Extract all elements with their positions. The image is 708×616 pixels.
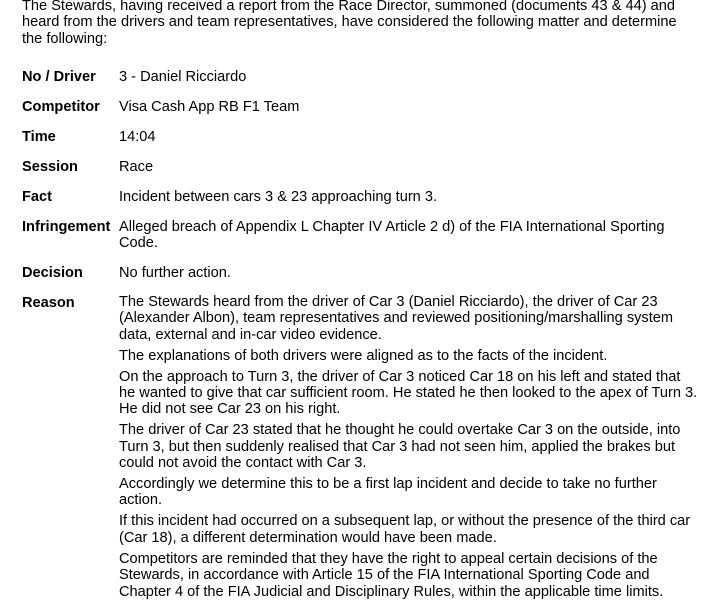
reason-paragraph: If this incident had occurred on a subsequent lap, or without the presence of the third car (Car 18), a different determination would have been made. xyxy=(119,513,691,546)
driver-label: No / Driver xyxy=(22,69,96,85)
session-value: Race xyxy=(119,159,154,175)
reason-label: Reason xyxy=(22,295,75,311)
driver-value: 3 - Daniel Ricciardo xyxy=(119,69,247,85)
reason-text xyxy=(119,294,699,604)
session-label: Session xyxy=(22,159,78,175)
decision-value: No further action. xyxy=(119,265,231,281)
competitor-value: Visa Cash App RB F1 Team xyxy=(119,99,300,115)
reason-paragraph: The driver of Car 23 stated that he thought he could overtake Car 3 on the outside, into Turn 3, but then suddenly realised that Car 3 had not seen him, applied the brakes but could not avoid the contact with Car 3. xyxy=(119,422,681,472)
reason-paragraph: On the approach to Turn 3, the driver of Car 3 noticed Car 18 on his left and stated that he wanted to give that car sufficient room. He stated he then looked to the apex of Turn 3. He did not see Car 23 on his right. xyxy=(119,368,698,418)
reason-paragraph: The Stewards heard from the driver of Car 3 (Daniel Ricciardo), the driver of Car 23 (Alexander Albon), team representatives and reviewed positioning/marshalling system data, external and in-car video evidence. xyxy=(119,294,674,343)
fact-value: Incident between cars 3 & 23 approaching turn 3. xyxy=(119,189,438,205)
time-value: 14:04 xyxy=(119,129,156,145)
fact-label: Fact xyxy=(22,189,53,205)
infringement-value: Alleged breach of Appendix L Chapter IV Article 2 d) of the FIA International Sporting Code. xyxy=(119,219,665,252)
intro-paragraph: The Stewards, having received a report from the Race Director, summoned (documents 43 & 44) and heard from the drivers and team representatives, have considered the following matter and determine the following: xyxy=(22,0,677,47)
decision-label: Decision xyxy=(22,265,83,281)
competitor-label: Competitor xyxy=(22,99,100,115)
time-label: Time xyxy=(22,129,56,145)
reason-paragraph: The explanations of both drivers were aligned as to the facts of the incident. xyxy=(119,347,608,364)
reason-paragraph: Accordingly we determine this to be a first lap incident and decide to take no further action. xyxy=(119,476,657,509)
infringement-label: Infringement xyxy=(22,219,111,235)
reason-paragraph: Competitors are reminded that they have the right to appeal certain decisions of the Stewards, in accordance with Article 15 of the FIA International Sporting Code and Chapter 4 of the FIA Judicial and Disciplinary Rules, within the applicable time limits. xyxy=(119,550,664,600)
